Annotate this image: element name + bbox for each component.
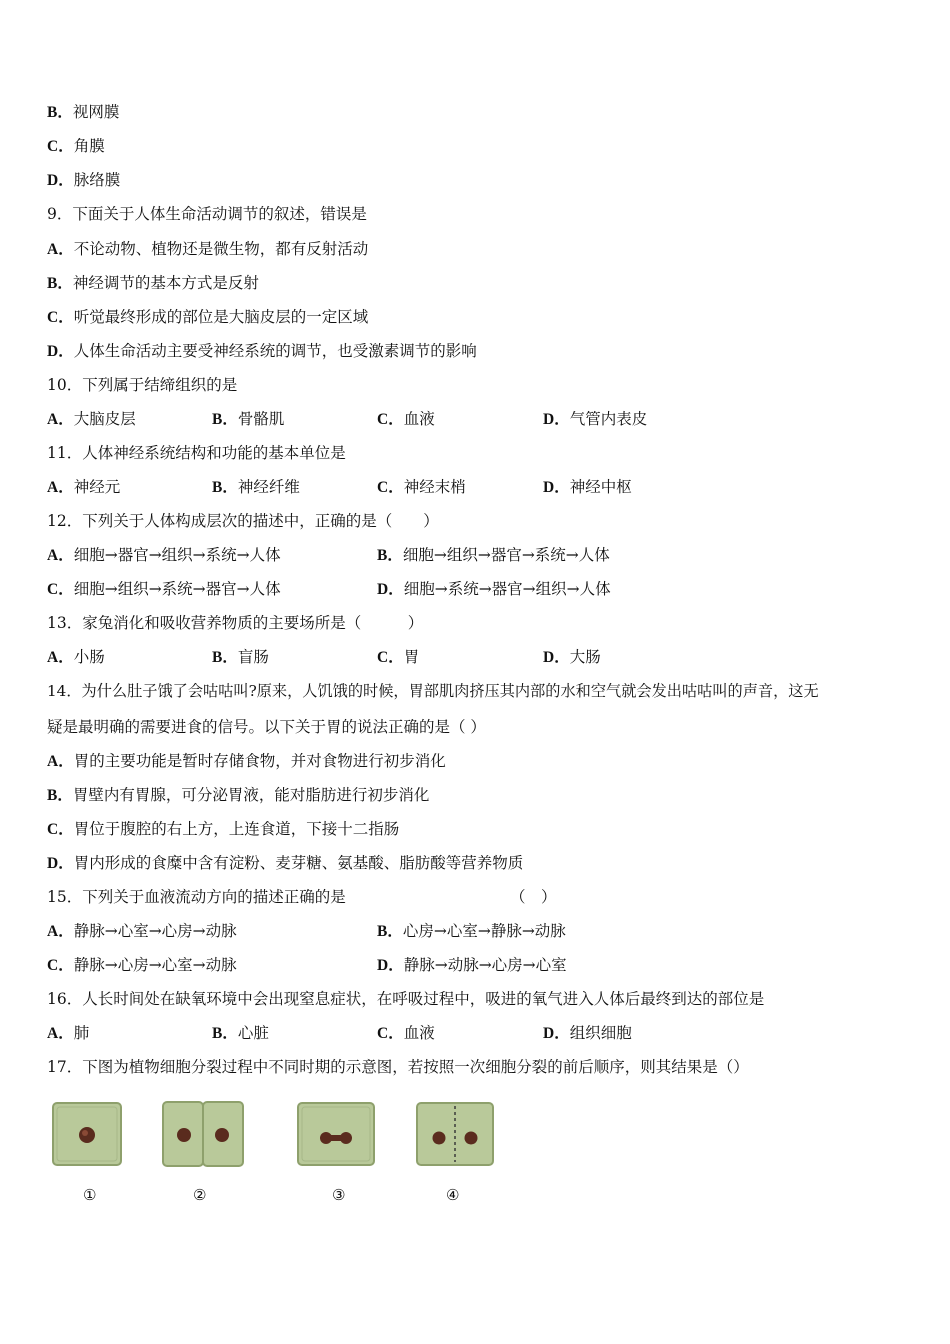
option-q11-d: D．神经中枢 <box>543 478 632 496</box>
option-q13-b: B．盲肠 <box>212 648 269 666</box>
option-q12-b: B．细胞→组织→器官→系统→人体 <box>377 546 610 564</box>
option-q15-d: D．静脉→动脉→心房→心室 <box>377 956 567 974</box>
option-q16-c: C．血液 <box>377 1024 435 1042</box>
question-14-line-2: 疑是最明确的需要进食的信号。以下关于胃的说法正确的是（ ） <box>47 718 486 736</box>
option-q10-a: A．大脑皮层 <box>47 410 136 428</box>
option-q9-c: C．听觉最终形成的部位是大脑皮层的一定区域 <box>47 308 369 326</box>
option-q14-b: B．胃壁内有胃腺，可分泌胃液，能对脂肪进行初步消化 <box>47 786 430 804</box>
option-q16-b: B．心脏 <box>212 1024 269 1042</box>
option-q11-c: C．神经末梢 <box>377 478 466 496</box>
option-q11-b: B．神经纤维 <box>212 478 300 496</box>
cell-stage-4-figure <box>414 1098 498 1172</box>
option-q10-d: D．气管内表皮 <box>543 410 648 428</box>
option-q16-a: A．肺 <box>47 1024 90 1042</box>
option-q14-c: C．胃位于腹腔的右上方，上连食道，下接十二指肠 <box>47 820 400 838</box>
option-q12-d: D．细胞→系统→器官→组织→人体 <box>377 580 611 598</box>
question-11: 11．人体神经系统结构和功能的基本单位是 <box>47 444 346 462</box>
figure-label-3: ③ <box>332 1186 346 1204</box>
figure-label-1: ① <box>83 1186 97 1204</box>
option-q10-b: B．骨骼肌 <box>212 410 285 428</box>
option-q11-a: A．神经元 <box>47 478 121 496</box>
option-q12-a: A．细胞→器官→组织→系统→人体 <box>47 546 281 564</box>
option-q15-a: A．静脉→心室→心房→动脉 <box>47 922 237 940</box>
option-q9-d: D．人体生命活动主要受神经系统的调节，也受激素调节的影响 <box>47 342 477 360</box>
cell-stage-2-figure <box>160 1097 246 1173</box>
option-q15-b: B．心房→心室→静脉→动脉 <box>377 922 566 940</box>
option-q16-d: D．组织细胞 <box>543 1024 632 1042</box>
cell-stage-3-figure <box>295 1098 379 1172</box>
question-15: 15．下列关于血液流动方向的描述正确的是 <box>47 888 346 906</box>
option-q14-a: A．胃的主要功能是暂时存储食物，并对食物进行初步消化 <box>47 752 446 770</box>
option-q8-d: D．脉络膜 <box>47 171 121 189</box>
option-q12-c: C．细胞→组织→系统→器官→人体 <box>47 580 281 598</box>
question-14-line-1: 14．为什么肚子饿了会咕咕叫?原来，人饥饿的时候，胃部肌肉挤压其内部的水和空气就会发出咕咕叫的声音，这无 <box>47 682 819 700</box>
option-q13-a: A．小肠 <box>47 648 105 666</box>
option-q14-d: D．胃内形成的食糜中含有淀粉、麦芽糖、氨基酸、脂肪酸等营养物质 <box>47 854 524 872</box>
question-16: 16．人长时间处在缺氧环境中会出现窒息症状，在呼吸过程中，吸进的氧气进入人体后最终到达的部位是 <box>47 990 765 1008</box>
question-9: 9．下面关于人体生命活动调节的叙述，错误是 <box>47 205 367 223</box>
option-q8-c: C．角膜 <box>47 137 105 155</box>
option-q8-b: B．视网膜 <box>47 103 120 121</box>
question-13: 13．家兔消化和吸收营养物质的主要场所是（ ） <box>47 614 424 632</box>
question-10: 10．下列属于结缔组织的是 <box>47 376 238 394</box>
answer-parentheses: （ ） <box>510 888 557 906</box>
figure-label-4: ④ <box>446 1186 460 1204</box>
option-q13-d: D．大肠 <box>543 648 601 666</box>
question-17: 17．下图为植物细胞分裂过程中不同时期的示意图，若按照一次细胞分裂的前后顺序，则其结果是（） <box>47 1058 749 1076</box>
option-q15-c: C．静脉→心房→心室→动脉 <box>47 956 237 974</box>
option-q9-b: B．神经调节的基本方式是反射 <box>47 274 259 292</box>
question-12: 12．下列关于人体构成层次的描述中，正确的是（ ） <box>47 512 439 530</box>
option-q9-a: A．不论动物、植物还是微生物，都有反射活动 <box>47 240 369 258</box>
figure-label-2: ② <box>193 1186 207 1204</box>
option-q10-c: C．血液 <box>377 410 435 428</box>
option-q13-c: C．胃 <box>377 648 420 666</box>
cell-stage-1-figure <box>50 1098 126 1172</box>
